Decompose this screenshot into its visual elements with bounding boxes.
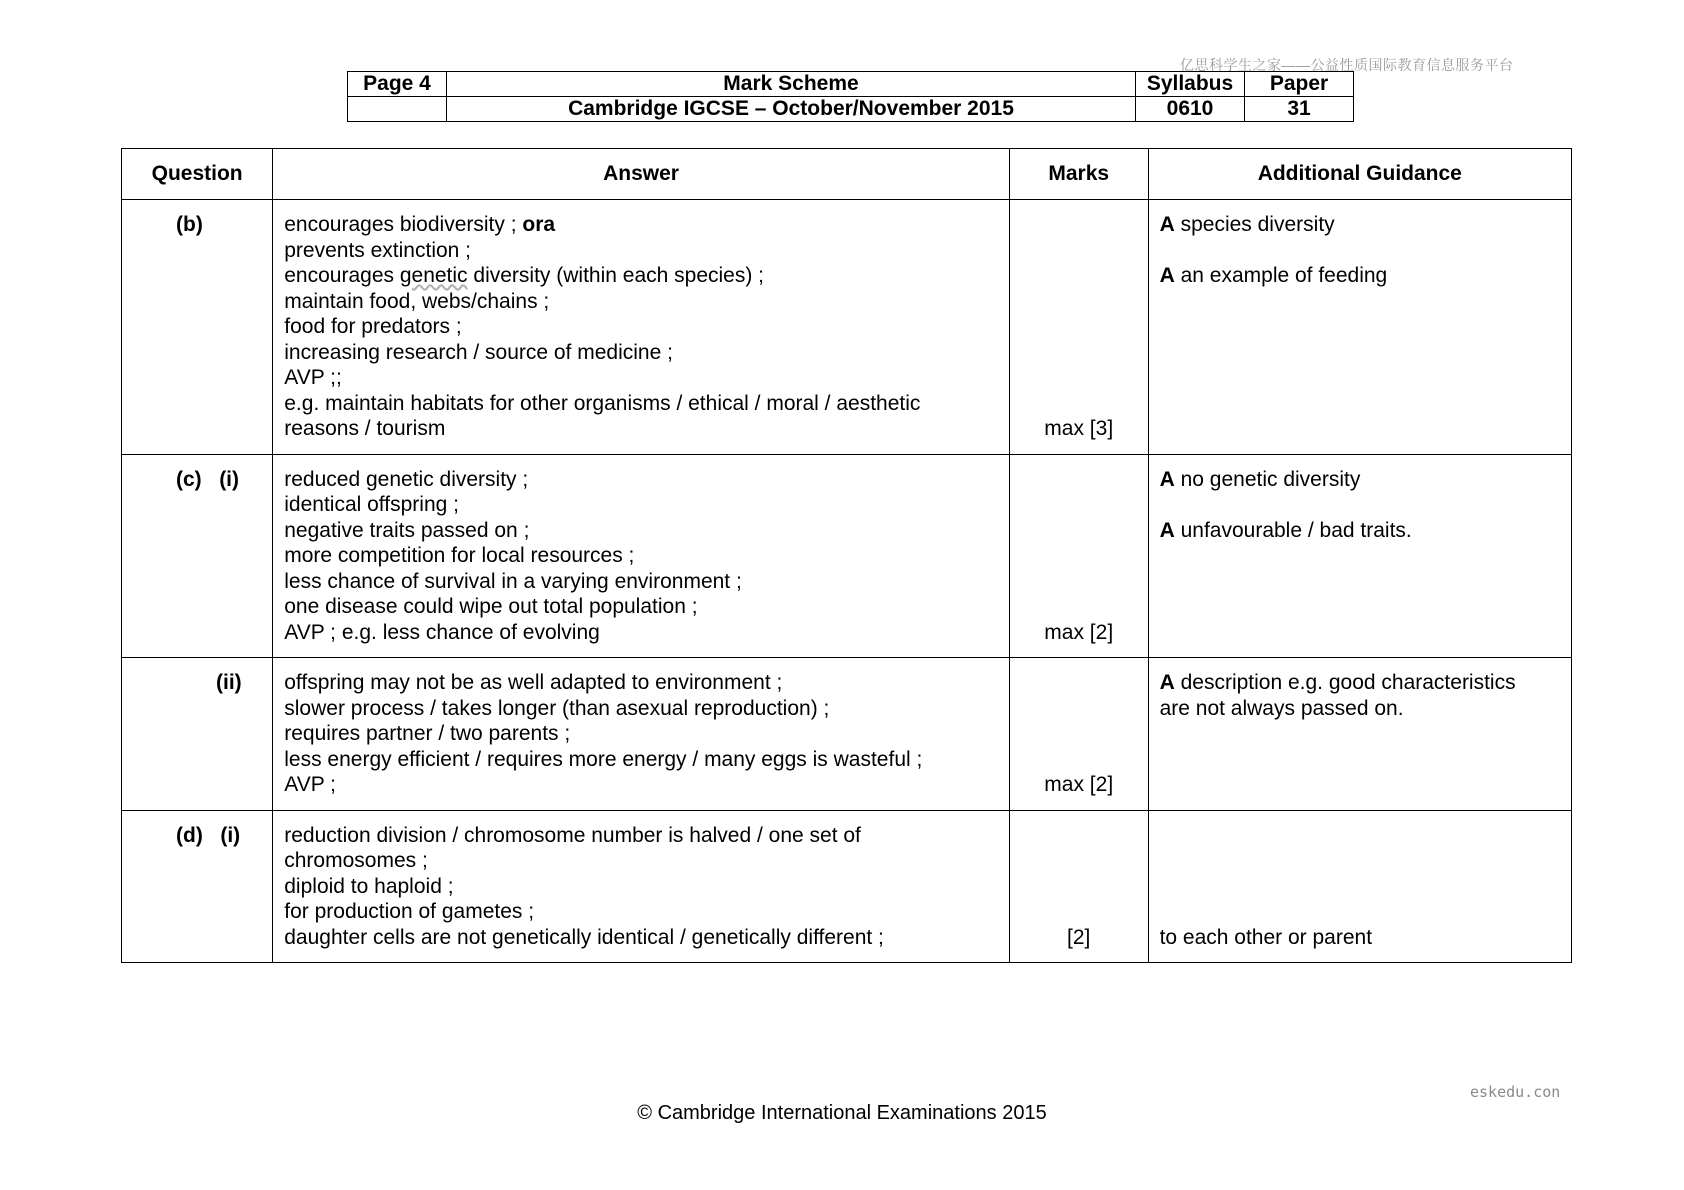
marks-cell: max [3] [1009,200,1148,455]
question-label: (c) (i) [122,454,273,658]
paper-value: 31 [1245,97,1354,122]
answer-line: chromosomes ; [284,849,428,872]
column-header-question: Question [122,149,273,200]
guidance-line: to each other or parent [1159,925,1373,949]
answer-line: e.g. maintain habitats for other organisms / ethical / moral / aesthetic [284,391,921,415]
answer-line: more competition for local resources ; [284,544,635,567]
document-title: Mark Scheme [447,72,1136,97]
guidance-spacer [1160,492,1561,518]
column-header-answer: Answer [273,149,1010,200]
answer-line: reasons / tourism [284,417,446,440]
answer-cell [273,200,1010,455]
answer-line: identical offspring ; [284,493,459,516]
answer-line: AVP ; e.g. less chance of evolving [284,620,600,644]
question-label: (b) [122,200,273,455]
table-row [122,810,1572,963]
table-header-row [122,149,1572,200]
answer-cell [273,454,1010,658]
page-number: Page 4 [348,72,447,97]
answer-line: AVP ; [284,773,337,796]
answer-line: negative traits passed on ; [284,518,530,542]
table-row [122,200,1572,455]
answer-line: less chance of survival in a varying environment ; [284,569,742,593]
syllabus-value: 0610 [1136,97,1245,122]
genetic-word: genetic [399,264,468,287]
column-header-marks: Marks [1009,149,1148,200]
answer-line: increasing research / source of medicine ; [284,340,673,364]
watermark-text-bottom: eskedu.con [1470,1083,1561,1101]
answer-line: encourages genetic diversity (within each species) ; [284,264,765,287]
answer-line: AVP ;; [284,366,342,389]
syllabus-label: Syllabus [1136,72,1245,97]
page-number-blank [348,97,447,122]
answer-line: prevents extinction ; [284,238,472,262]
watermark-text-top: 亿思科学生之家——公益性质国际教育信息服务平台 [1180,57,1514,73]
guidance-line: are not always passed on. [1159,696,1404,720]
marks-cell: max [2] [1009,658,1148,811]
ora-bold: ora [522,213,556,236]
copyright-footer: © Cambridge International Examinations 2015 [637,1102,1047,1124]
guidance-line: A unfavourable / bad traits. [1159,518,1412,542]
answer-cell [273,658,1010,811]
paper-label: Paper [1245,72,1354,97]
answer-line: requires partner / two parents ; [284,722,571,745]
marks-cell: max [2] [1009,454,1148,658]
guidance-spacer [1160,238,1561,264]
answer-line: encourages biodiversity ; ora [284,213,556,236]
question-label: (ii) [122,658,273,811]
guidance-line: A description e.g. good characteristics [1159,671,1516,694]
answer-line: slower process / takes longer (than asexual reproduction) ; [284,696,830,720]
answer-line: food for predators ; [284,315,462,338]
answer-line: for production of gametes ; [284,900,535,923]
table-row [122,454,1572,658]
page-header-table [347,71,1354,122]
guidance-cell [1148,810,1571,963]
answer-line: one disease could wipe out total population ; [284,595,698,618]
answer-line: reduced genetic diversity ; [284,467,529,491]
answer-line: daughter cells are not genetically identical / genetically different ; [284,925,884,949]
answer-line: diploid to haploid ; [284,874,454,898]
guidance-cell [1148,454,1571,658]
question-label: (d) (i) [122,810,273,963]
guidance-line: A no genetic diversity [1159,467,1361,491]
answer-line: less energy efficient / requires more energy / many eggs is wasteful ; [284,747,923,771]
document-subtitle: Cambridge IGCSE – October/November 2015 [447,97,1136,122]
guidance-cell [1148,200,1571,455]
guidance-cell [1148,658,1571,811]
guidance-line: A an example of feeding [1159,264,1388,287]
column-header-guidance: Additional Guidance [1148,149,1571,200]
answer-line: reduction division / chromosome number is halved / one set of [284,823,861,847]
answer-cell [273,810,1010,963]
table-row [122,658,1572,811]
answer-line: maintain food, webs/chains ; [284,289,550,313]
mark-scheme-table [121,148,1572,963]
marks-cell: [2] [1009,810,1148,963]
guidance-line: A species diversity [1159,213,1335,236]
answer-line: offspring may not be as well adapted to environment ; [284,671,783,694]
